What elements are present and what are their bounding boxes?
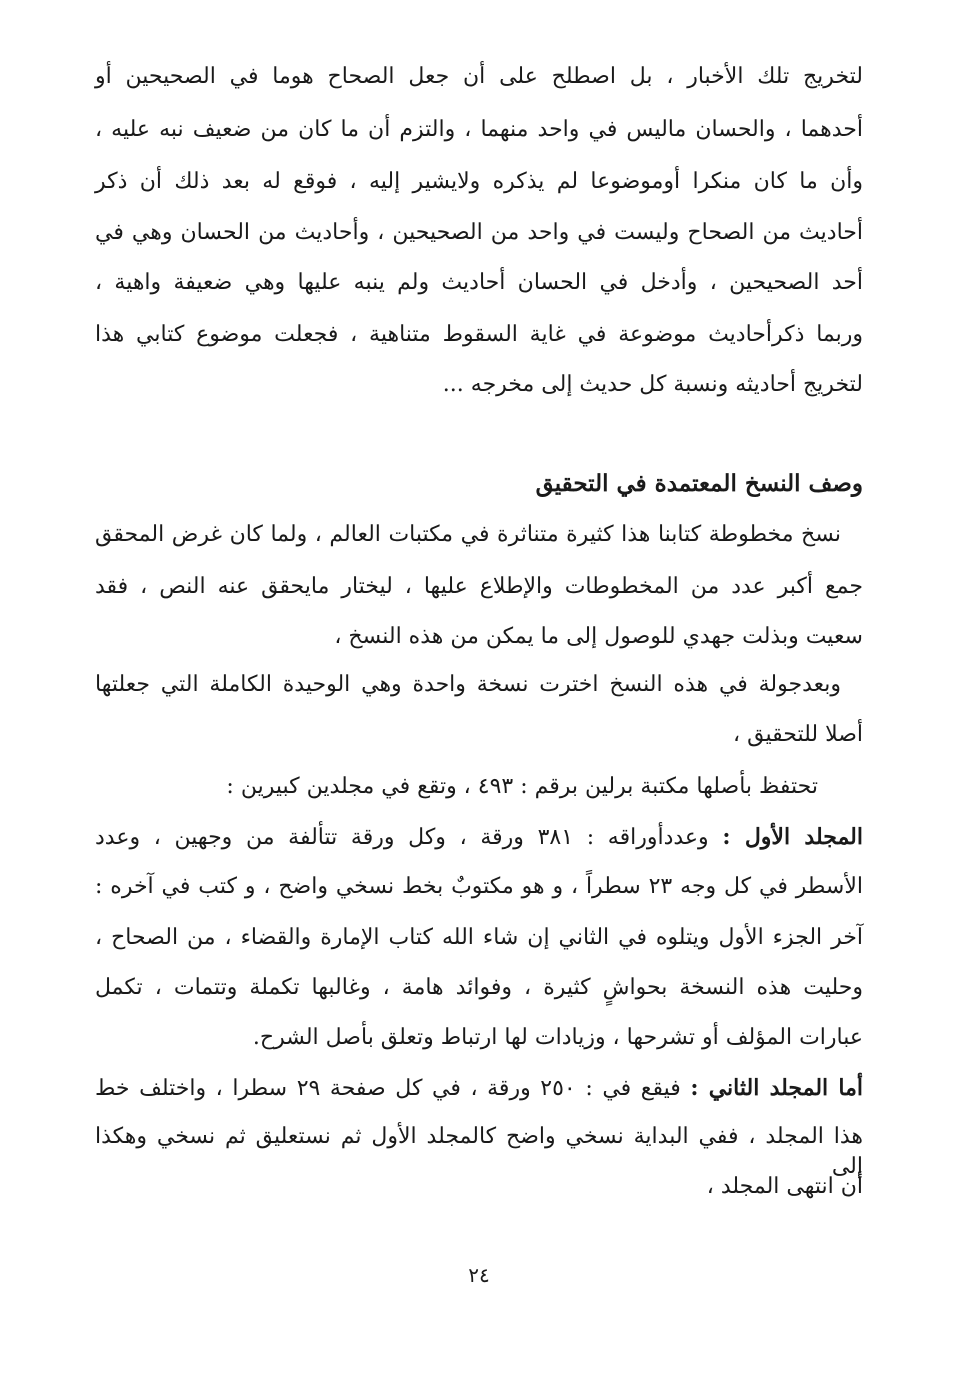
paragraph-1-line-7: لتخريج أحاديثه ونسبة كل حديث إلى مخرجه ... [442, 372, 863, 397]
volume-one-lead: المجلد الأول : [722, 824, 863, 850]
volume-two-lead: أما المجلد الثاني : [690, 1075, 863, 1101]
paragraph-6-line-1 [95, 1073, 863, 1104]
paragraph-2-line-2: جمع أكبر عدد من المخطوطات والإطلاع عليها ، ليختار مايحقق عنه النص ، فقد [95, 574, 863, 599]
paragraph-3-line-2: أصلا للتحقيق ، [733, 722, 863, 747]
paragraph-1-line-1: لتخريج تلك الأخبار ، بل اصطلح على أن جعل الصحاح هوما في الصحيحين أو [95, 64, 863, 89]
paragraph-1-line-5: أحد الصحيحين ، وأدخل في الحسان أحاديث ولم ينبه عليها وهي ضعيفة واهية ، [95, 270, 863, 295]
paragraph-6-line-3: أن انتهى المجلد ، [706, 1174, 863, 1199]
paragraph-6-line-2: هذا المجلد ، ففي البداية نسخي واضح كالمجلد الأول ثم نستعليق ثم نسخي وهكذا إلى [95, 1124, 863, 1179]
paragraph-1-line-3: وأن ما كان منكرا أوموضوعا لم يذكره ولايشير إليه ، فوقع له بعد ذلك أن ذكر [95, 169, 863, 194]
paragraph-5-line-1 [95, 822, 863, 853]
paragraph-3-line-1: وبعدجولة في هذه النسخ اخترت نسخة واحدة وهي الوحيدة الكاملة التي جعلتها [95, 672, 841, 697]
paragraph-4-line: تحتفظ بأصلها مكتبة برلين برقم : ٤٩٣ ، وتقع في مجلدين كبيرين : [226, 774, 818, 799]
paragraph-2-line-1: نسخ مخطوطة كتابنا هذا كثيرة متناثرة في مكتبات العالم ، ولما كان غرض المحقق [95, 522, 841, 547]
paragraph-1-line-4: أحاديث من الصحاح وليست في واحد من الصحيحين ، وأحاديث من الحسان وهي في [95, 220, 863, 245]
paragraph-5-line-5: عبارات المؤلف أو تشرحها ، وزيادات لها ارتباط وتعلق بأصل الشرح. [252, 1025, 863, 1050]
page-number: ٢٤ [468, 1263, 490, 1287]
volume-two-first-line: فيقع في : ٢٥٠ ورقة ، في كل صفحة ٢٩ سطرا ، واختلف خط [95, 1076, 691, 1101]
paragraph-1-line-6: وربما ذكرأحاديث موضوعة في غاية السقوط متناهية ، فجعلت موضوع كتابي هذا [95, 322, 863, 347]
paragraph-1-line-2: أحدهما ، والحسان ماليس في واحد منهما ، والتزم أن ما كان من ضعيف نبه عليه ، [95, 117, 863, 142]
paragraph-5-line-2: الأسطر في كل وجه ٢٣ سطراً ، و هو مكتوبٌ بخط نسخي واضح ، و كتب في آخره : [95, 874, 863, 899]
paragraph-2-line-3: سعيت وبذلت جهدي للوصول إلى ما يمكن من هذه النسخ ، [334, 624, 863, 649]
paragraph-5-line-3: آخر الجزء الأول ويتلوه في الثاني إن شاء الله كتاب الإمارة والقضاء ، من الصحاح ، [95, 925, 863, 950]
volume-one-first-line: وعددأوراقه : ٣٨١ ورقة ، وكل ورقة تتألفة من وجهين ، وعدد [95, 825, 723, 850]
paragraph-5-line-4: وحليت هذه النسخة بحواشٍ كثيرة ، وفوائد هامة ، وغالبها تكملة وتتمات ، تكمل [95, 975, 863, 1000]
section-heading: وصف النسخ المعتمدة في التحقيق [535, 470, 863, 497]
